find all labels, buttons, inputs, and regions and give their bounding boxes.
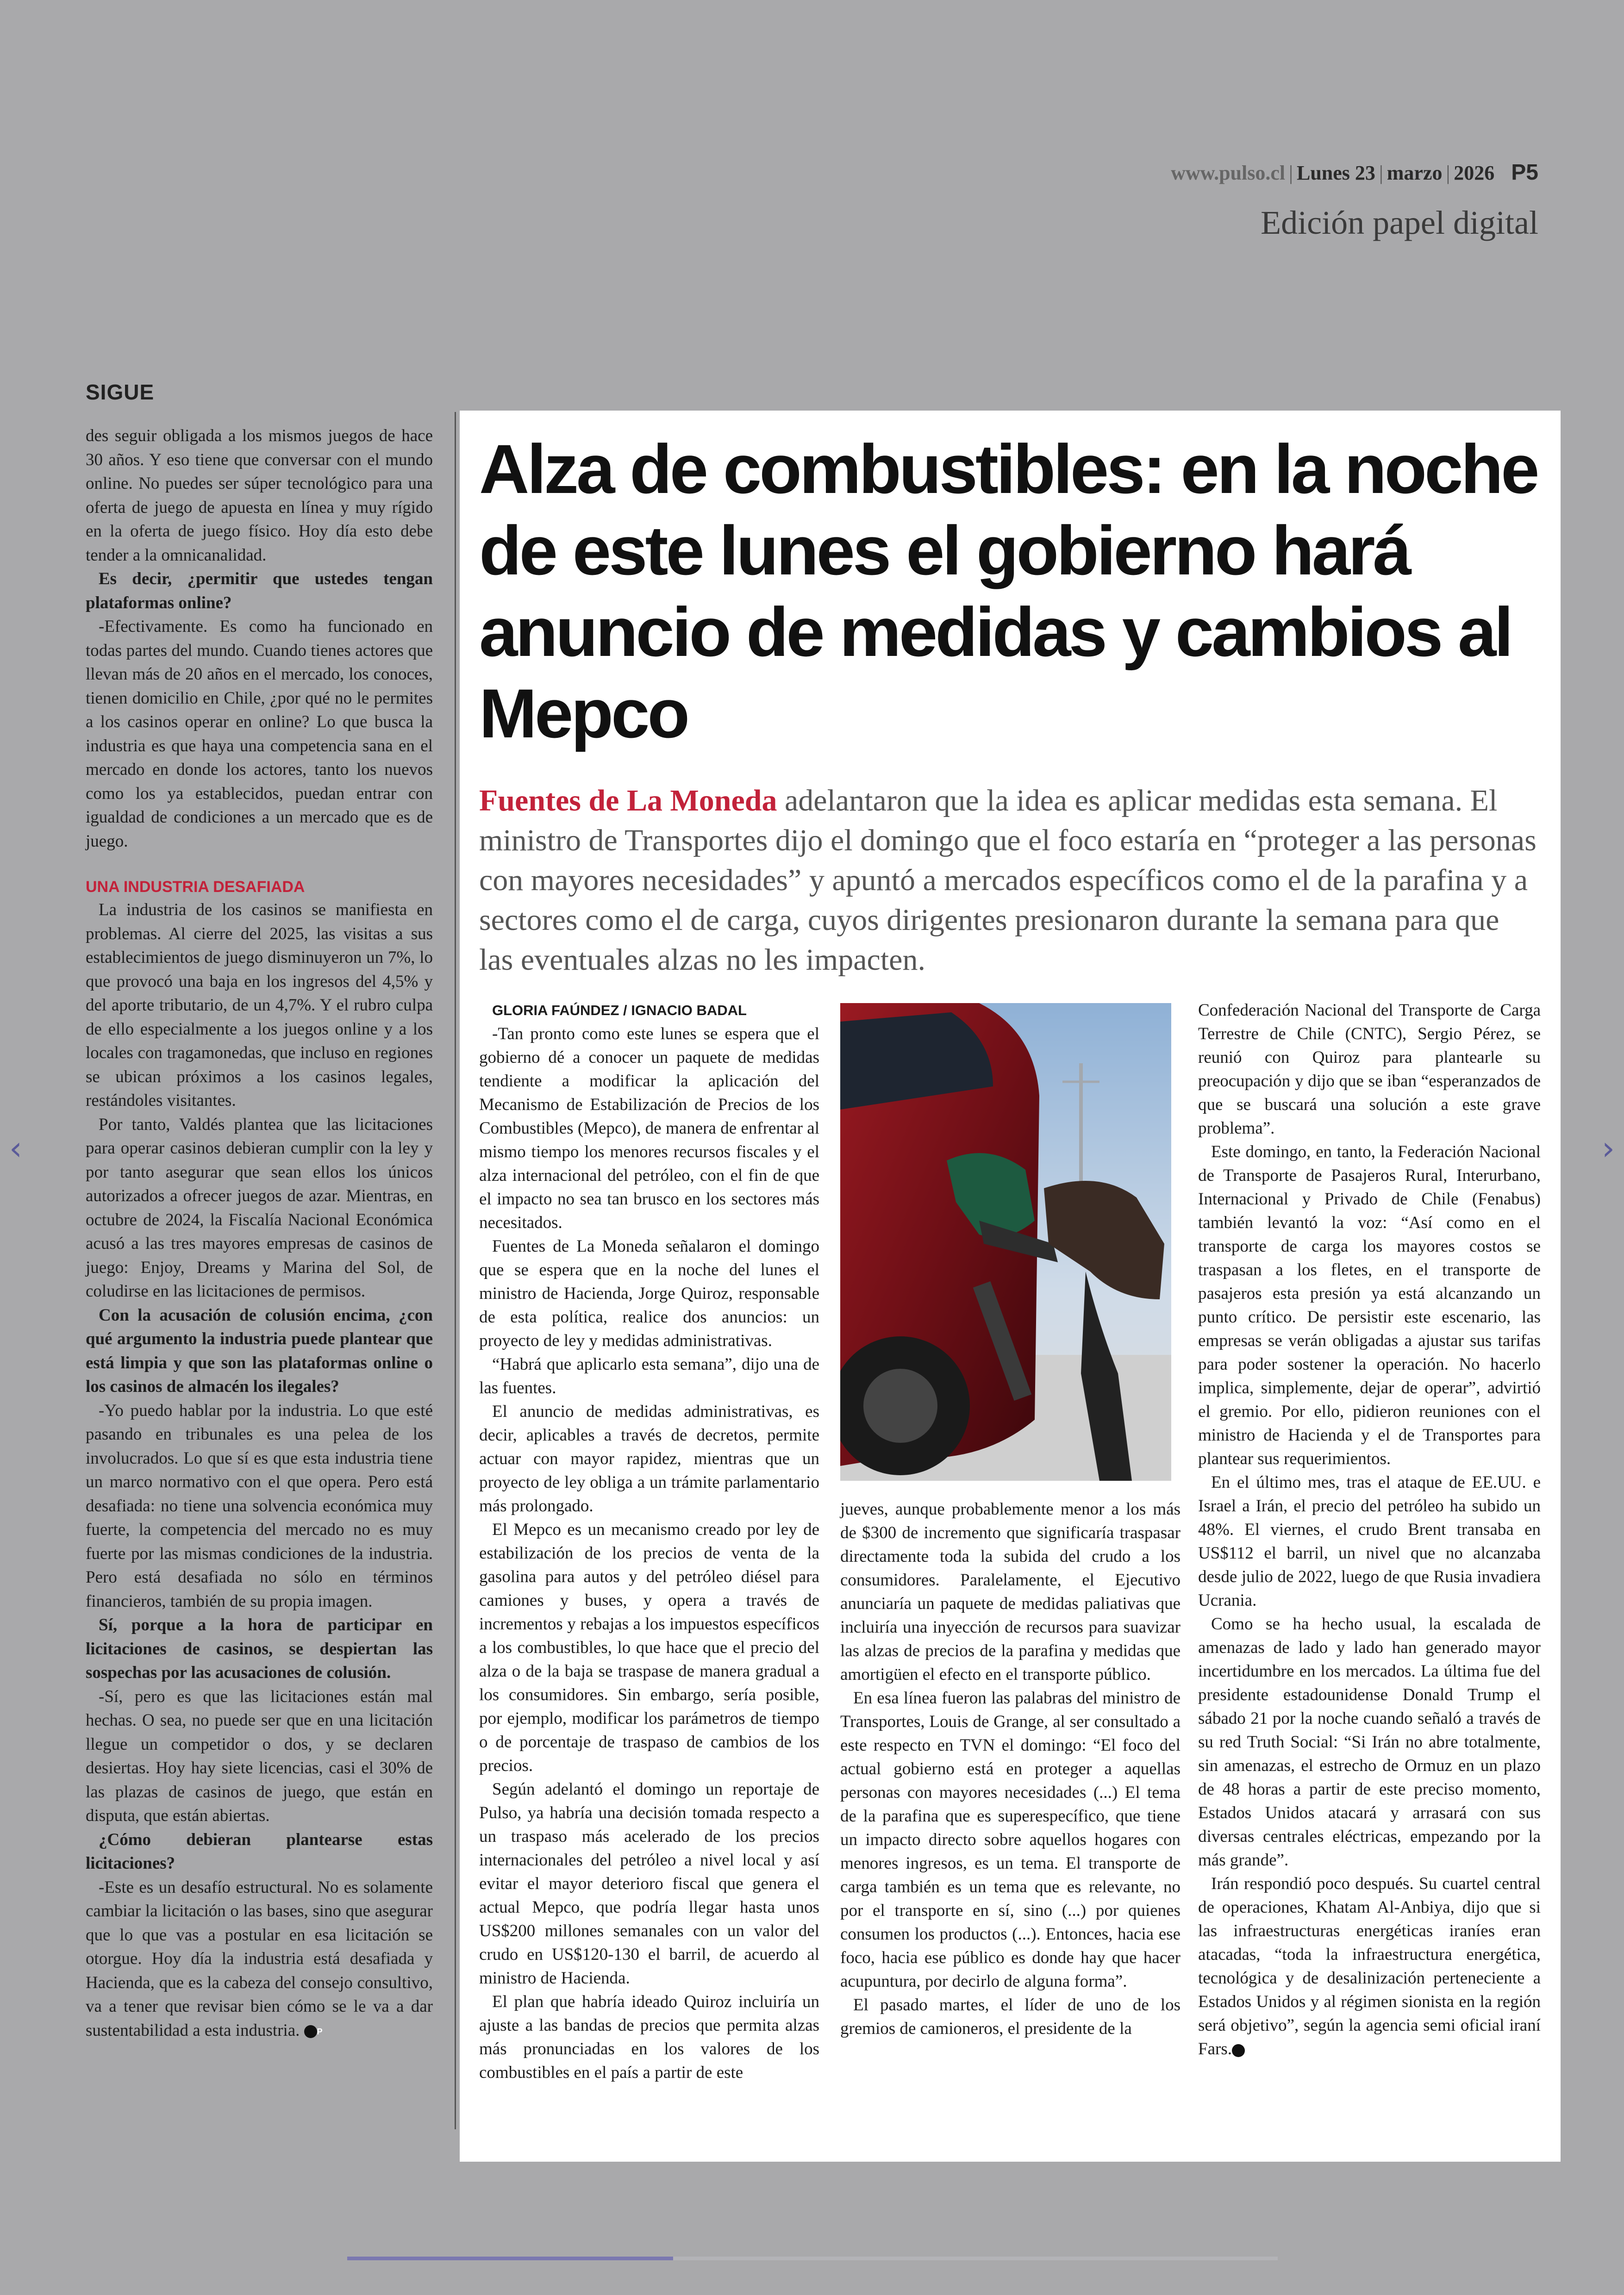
folio: www.pulso.cl | Lunes 23 | marzo | 2026 P5 xyxy=(1171,160,1538,185)
article-column-3 xyxy=(1198,998,1541,2061)
paragraph: El plan que habría ideado Quiroz incluiría un ajuste a las bandas de precios que permita alzas más pronunciadas en los valores de los combustibles en el país a partir de este xyxy=(479,1992,819,2082)
paragraph-text: -Este es un desafío estructural. No es solamente cambiar la licitación o las bases, sino que asegurar que lo que vas a postular en esa licitación se otorgue. Hoy día la industria está desafiada y Hacienda, que es la cabeza del consejo consultivo, va a tener que revisar bien cómo se le va a dar sustentabilidad a esta industria. xyxy=(86,1877,433,2040)
paragraph: des seguir obligada a los mismos juegos de hace 30 años. Y eso tiene que conversar con el mundo online. No puedes ser súper tecnológico para una oferta de juego de apuesta en línea y muy rígido en la oferta de juego físico. Hoy día esto debe tender a la omnicanalidad. xyxy=(86,426,433,565)
paragraph: Según adelantó el domingo un reportaje de Pulso, ya habría una decisión tomada respecto a un traspaso más acelerado de los precios internacionales del petróleo a nivel local y así evitar el mayor deterioro fiscal que genera el actual Mepco, que podría llegar hasta unos US$200 millones semanales con un valor del crudo en US$120-130 el barril, de acuerdo al ministro de Hacienda. xyxy=(479,1780,819,1988)
paragraph: “Habrá que aplicarlo esta semana”, dijo una de las fuentes. xyxy=(479,1355,819,1397)
page-number: P5 xyxy=(1511,160,1538,185)
interview-column xyxy=(86,380,433,2042)
paragraph: jueves, aunque probablemente menor a los más de $300 de incremento que significaría traspasar directamente toda la subida del crudo a los consumidores. Paralelamente, el Ejecutivo anunciaría un paquete de medidas paliativas que incluiría una inyección de recursos para suavizar las alzas de precios de la parafina y medidas que amortigüen el efecto en el transporte público. xyxy=(840,1500,1181,1684)
paragraph xyxy=(86,1876,433,2043)
paragraph: En el último mes, tras el ataque de EE.UU. e Israel a Irán, el precio del petróleo ha subido un 48%. El viernes, el crudo Brent transaba en US$112 el barril, un nivel que no alcanzaba desde julio de 2022, luego de que Rusia invadiera Ucrania. xyxy=(1198,1473,1541,1610)
byline: GLORIA FAÚNDEZ / IGNACIO BADAL xyxy=(492,1002,747,1018)
article-column-2 xyxy=(840,1497,1181,2040)
fuel-pump-illustration xyxy=(840,1003,1171,1481)
deck-lead: Fuentes de La Moneda xyxy=(479,784,777,817)
page-progress-track[interactable] xyxy=(347,2257,1278,2260)
paragraph: El anuncio de medidas administrativas, es decir, aplicables a través de decretos, permite actuar con mayor rapidez, mientras que un proyecto de ley obliga a un trámite parlamentario más prolongado. xyxy=(479,1402,819,1515)
date-month: marzo xyxy=(1387,162,1443,184)
question: Sí, porque a la hora de participar en licitaciones de casinos, se despiertan las sospechas por las acusaciones de colusión. xyxy=(86,1615,433,1682)
paragraph xyxy=(1198,1872,1541,2061)
paragraph: -Efectivamente. Es como ha funcionado en todas partes del mundo. Cuando tienes actores que llevan más de 20 años en el mercado, los conoces, tienen domicilio en Chile, ¿por qué no le permites a los casinos operar en online? Lo que busca la industria es que haya una competencia sana en el mercado en donde los actores, tanto los nuevos como los ya establecidos, puedan entrar con igualdad de condiciones a un mercado que es de juego. xyxy=(86,617,433,851)
masthead xyxy=(1171,160,1538,242)
end-mark-icon: P xyxy=(304,2025,317,2038)
paragraph: -Tan pronto como este lunes se espera que el gobierno dé a conocer un paquete de medidas tendiente a modificar la aplicación del Mecanismo de Estabilización de Precios de los Combustibles (Mepco), de manera de enfrentar al mismo tiempo los menores recursos fiscales y el alza internacional del petróleo, con el fin de que el impacto no sea tan brusco en los sectores más necesitados. xyxy=(479,1024,819,1232)
edition-label: Edición papel digital xyxy=(1261,204,1538,241)
question: Con la acusación de colusión encima, ¿con qué argumento la industria puede plantear que está limpia y que son las plataformas online o los casinos de almacén los ilegales? xyxy=(86,1305,433,1396)
question: ¿Cómo debieran plantearse estas licitaciones? xyxy=(86,1830,433,1873)
previous-page-button[interactable]: ‹ xyxy=(9,1129,22,1167)
paragraph: Este domingo, en tanto, la Federación Nacional de Transporte de Pasajeros Rural, Interurbano, Internacional y Privado de Chile (Fenabus) también levantó la voz: “Así como en el transporte de carga los mayores costos se traspasan a los fletes, en el transporte de pasajeros esta presión ya está alcanzando un punto crítico. De persistir este escenario, las empresas se verán obligadas a ajustar sus tarifas para poder sostener la operación. No hacerlo implica, simplemente, dejar de operar”, advirtió el gremio. Por ello, pidieron reuniones con el ministro de Hacienda y el de Transportes para plantear sus requerimientos. xyxy=(1198,1142,1541,1468)
paragraph: El pasado martes, el líder de uno de los gremios de camioneros, el presidente de la xyxy=(840,1996,1181,2038)
subheading: UNA INDUSTRIA DESAFIADA xyxy=(86,878,305,896)
end-mark-icon: P xyxy=(1232,2044,1245,2057)
site-url: www.pulso.cl xyxy=(1171,162,1286,184)
paragraph: Fuentes de La Moneda señalaron el domingo que se espera que en la noche del lunes el ministro de Hacienda, Jorge Quiroz, responsable de esta política, realice dos anuncios: un proyecto de ley y medidas administrativas. xyxy=(479,1237,819,1350)
headline: Alza de combustibles: en la noche de este lunes el gobierno hará anuncio de medidas y cambios al Mepco xyxy=(479,430,1537,752)
paragraph: En esa línea fueron las palabras del ministro de Transportes, Louis de Grange, al ser consultado a este respecto en TVN el domingo: “El foco del actual gobierno está en proteger a aquellas personas con mayores necesidades (...) El tema de la parafina que es superespecífico, que tiene un impacto directo sobre aquellos hogares con menores ingresos, es un tema. El transporte de carga también es un tema que es relevante, no por el transporte en sí, sino (...) por quienes consumen los productos (...). Entonces, hacia ese foco, hacia ese público es donde hay que hacer acupuntura, por decirlo de alguna forma”. xyxy=(840,1689,1181,1991)
paragraph: El Mepco es un mecanismo creado por ley de estabilización de los precios de venta de la gasolina para autos y del petróleo diésel para camiones y buses, y opera a través de incrementos y rebajas a los impuestos específicos a los combustibles, lo que hace que el precio del alza o de la baja se traspase de manera gradual a los consumidores. Sin embargo, sería posible, por ejemplo, modificar los parámetros de tiempo o de porcentaje de traspaso de cambios de los precios. xyxy=(479,1520,819,1775)
date-year: 2026 xyxy=(1454,162,1495,184)
question: Es decir, ¿permitir que ustedes tengan plataformas online? xyxy=(86,569,433,612)
paragraph-text: Irán respondió poco después. Su cuartel central de operaciones, Khatam Al-Anbiya, dijo que si las infraestructuras energéticas iraníes eran atacadas, “toda la infraestructura energética, tecnológica y de desalinización perteneciente a Estados Unidos y al régimen sionista en la región será objetivo”, según la agencia semi oficial iraní Fars. xyxy=(1198,1874,1541,2058)
paragraph: -Sí, pero es que las licitaciones están mal hechas. O sea, no puede ser que en una licitación llegue un competidor o dos, y se declaren desiertas. Hoy hay siete licencias, casi el 30% de las plazas de casinos de juego, que están en disputa, que están abiertas. xyxy=(86,1687,433,1825)
section-label: SIGUE xyxy=(86,380,155,404)
paragraph: Confederación Nacional del Transporte de Carga Terrestre de Chile (CNTC), Sergio Pérez, se reunió con Quiroz para plantearle su preocupación y dijo que se iban “esperanzados de que se buscará una solución a este grave problema”. xyxy=(1198,1001,1541,1138)
column-divider xyxy=(455,412,456,2129)
paragraph: Por tanto, Valdés plantea que las licitaciones para operar casinos debieran cumplir con la ley y por tanto asegurar que sean ellos los únicos autorizados a ofrecer juegos de azar. Mientras, en octubre de 2024, la Fiscalía Nacional Económica acusó a las tres mayores empresas de casinos de juego: Enjoy, Dreams y Marina del Sol, de coludirse en las licitaciones de permisos. xyxy=(86,1115,433,1301)
page-progress-fill xyxy=(347,2257,673,2260)
deck xyxy=(479,781,1539,980)
next-page-button[interactable]: › xyxy=(1602,1129,1615,1167)
paragraph: -Yo puedo hablar por la industria. Lo que esté pasando en tribunales es una pelea de los involucrados. Lo que sí es que esta industria tiene un marco normativo con el que opera. Pero está desafiada: no tiene una solvencia económica muy fuerte, la competencia del mercado no es muy fuerte por las mismas condiciones de la industria. Pero está desafiada no sólo en términos financieros, también de su propia imagen. xyxy=(86,1401,433,1611)
fuel-pump-photo xyxy=(840,1003,1171,1481)
article-column-1 xyxy=(479,998,819,2084)
paragraph: Como se ha hecho usual, la escalada de amenazas de lado y lado han generado mayor incertidumbre en los mercados. La última fue del presidente estadounidense Donald Trump el sábado 21 por la noche cuando señaló a través de su red Truth Social: “Si Irán no abre totalmente, sin amenazas, el estrecho de Ormuz en un plazo de 48 horas a partir de este preciso momento, Estados Unidos atacará y arrasará con sus diversas centrales eléctricas, empezando por la más grande”. xyxy=(1198,1615,1541,1870)
paragraph: La industria de los casinos se manifiesta en problemas. Al cierre del 2025, las visitas a sus establecimientos de juego disminuyeron un 7%, lo que provocó una baja en los ingresos del 4,5% y del aporte tributario, de un 4,7%. Y el rubro culpa de ello especialmente a los juegos online y a los locales con tragamonedas, que incluso en regiones se ubican próximos a los casinos legales, restándoles visitantes. xyxy=(86,900,433,1110)
date-day: Lunes 23 xyxy=(1296,162,1375,184)
deck-text: adelantaron que la idea es aplicar medidas esta semana. El ministro de Transportes dijo el domingo que el foco estaría en “proteger a las personas con mayores necesidades” y apuntó a mercados específicos como el de la parafina y a sectores como el de carga, cuyos dirigentes presionaron durante la semana para que las eventuales alzas no les impacten. xyxy=(479,784,1537,977)
article xyxy=(460,411,1561,2162)
